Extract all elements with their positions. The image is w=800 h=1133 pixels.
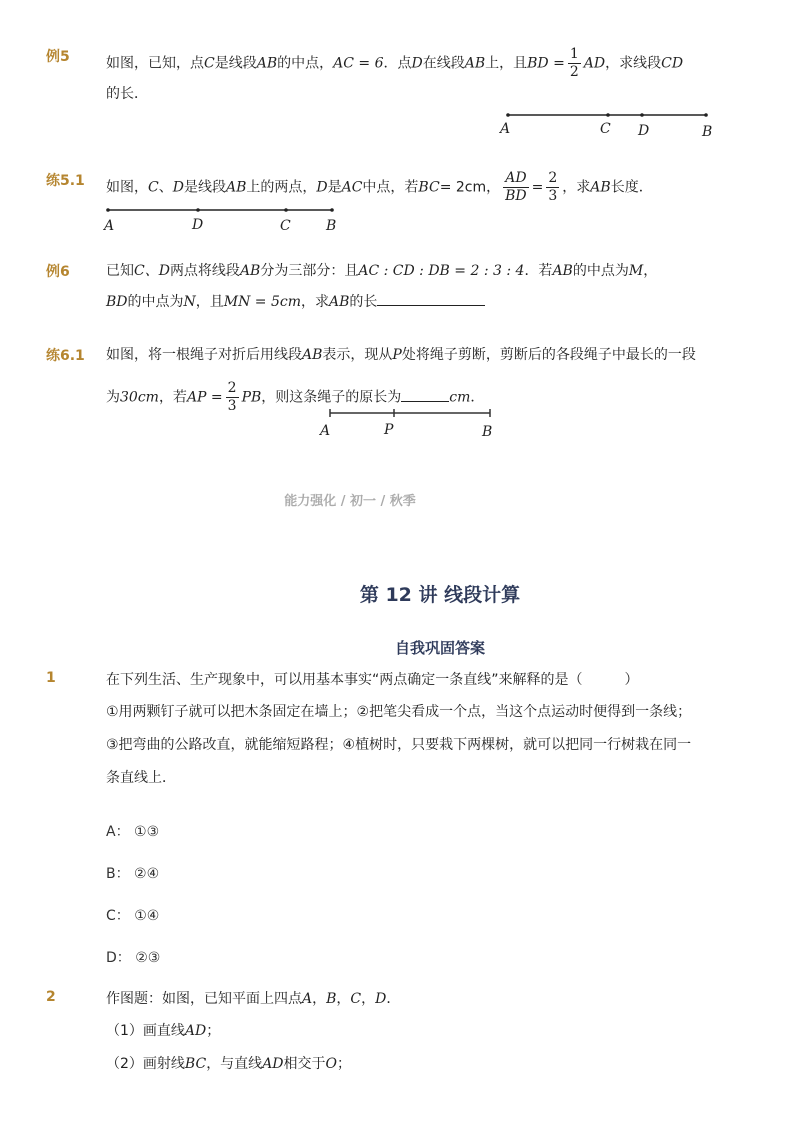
question-1-line-2: ①用两颗钉子就可以把木条固定在墙上；②把笔尖看成一个点，当这个点运动时便得到一条线； xyxy=(106,704,692,720)
fraction-two-thirds: $\frac{2}{3}$ xyxy=(548,170,558,204)
fig51-label-d: D xyxy=(192,217,204,233)
option-b: B： ②④ xyxy=(106,866,160,882)
option-d: D： ②③ xyxy=(106,950,161,966)
practice-6-1-line-2: 为30cm，若AP = $\frac{2}{3}$ PB，则这条绳子的原长为 cm． xyxy=(106,380,485,414)
fig51-label-b: B xyxy=(326,218,337,234)
question-2-sub-1: （1）画直线AD； xyxy=(106,1023,221,1039)
practice-5-1-segment-figure xyxy=(100,202,340,234)
option-a: A： ①③ xyxy=(106,824,160,840)
page-footer: 能力强化 / 初一 / 秋季 xyxy=(284,494,416,509)
example-5-segment-figure xyxy=(490,105,720,140)
fig51-label-c: C xyxy=(280,218,291,234)
lecture-title: 第 12 讲 线段计算 xyxy=(359,584,521,606)
fig5-label-a: A xyxy=(500,121,511,137)
example-6-tag: 例6 xyxy=(46,264,70,280)
fraction-one-half: $\frac{1}{2}$ xyxy=(569,46,579,80)
answer-blank-length xyxy=(401,387,449,402)
question-1-line-4: 条直线上． xyxy=(106,770,176,786)
question-1-line-3: ③把弯曲的公路改直，就能缩短路程；④植树时，只要栽下两棵树，就可以把同一行树栽在同一 xyxy=(106,737,692,753)
answer-blank xyxy=(377,291,485,306)
question-2-number: 2 xyxy=(46,989,56,1005)
example-6-line-1: 已知C、D两点将线段AB分为三部分：且AC : CD : DB = 2 : 3 : 4．若AB的中点为M， xyxy=(106,263,658,279)
fig5-label-b: B xyxy=(702,124,713,140)
fraction-two-thirds-b: $\frac{2}{3}$ xyxy=(227,380,237,414)
fig61-label-p: P xyxy=(384,422,394,438)
example-5-line-1: 如图，已知，点C是线段AB的中点，AC = 6．点D在线段AB上，且BD = $\frac{1}{2}$ AD，求线段CD xyxy=(106,46,684,80)
question-1-number: 1 xyxy=(46,670,56,686)
fraction-ad-over-bd: $\frac{AD}{BD}$ xyxy=(505,170,527,204)
fig5-label-d: D xyxy=(638,123,650,139)
practice-6-1-tag: 练6.1 xyxy=(46,348,85,364)
practice-5-1-tag: 练5.1 xyxy=(46,173,85,189)
fig61-label-a: A xyxy=(320,423,331,439)
question-2-sub-2: （2）画射线BC，与直线AD相交于O； xyxy=(106,1056,352,1072)
practice-5-1-line: 如图，C、D是线段AB上的两点，D是AC中点，若BC= 2cm， $\frac{AD}{BD}$ = $\frac{2}{3}$ ，求AB长度． xyxy=(106,170,653,204)
fig61-label-b: B xyxy=(482,424,493,440)
example-5-line-2: 的长． xyxy=(106,86,148,102)
practice-6-1-segment-figure xyxy=(318,405,503,439)
fig5-label-c: C xyxy=(600,121,611,137)
example-5-tag: 例5 xyxy=(46,49,70,65)
option-c: C： ①④ xyxy=(106,908,160,924)
question-1-stem: 在下列生活、生产现象中，可以用基本事实“两点确定一条直线”来解释的是（ ） xyxy=(106,672,639,688)
fig51-label-a: A xyxy=(104,218,115,234)
example-6-line-2: BD的中点为N，且MN = 5cm，求AB的长 xyxy=(106,291,485,312)
section-title: 自我巩固答案 xyxy=(394,639,485,657)
practice-6-1-line-1: 如图，将一根绳子对折后用线段AB表示，现从P处将绳子剪断，剪断后的各段绳子中最长的一段 xyxy=(106,347,696,363)
question-2-stem: 作图题：如图，已知平面上四点A，B，C，D． xyxy=(106,991,401,1007)
